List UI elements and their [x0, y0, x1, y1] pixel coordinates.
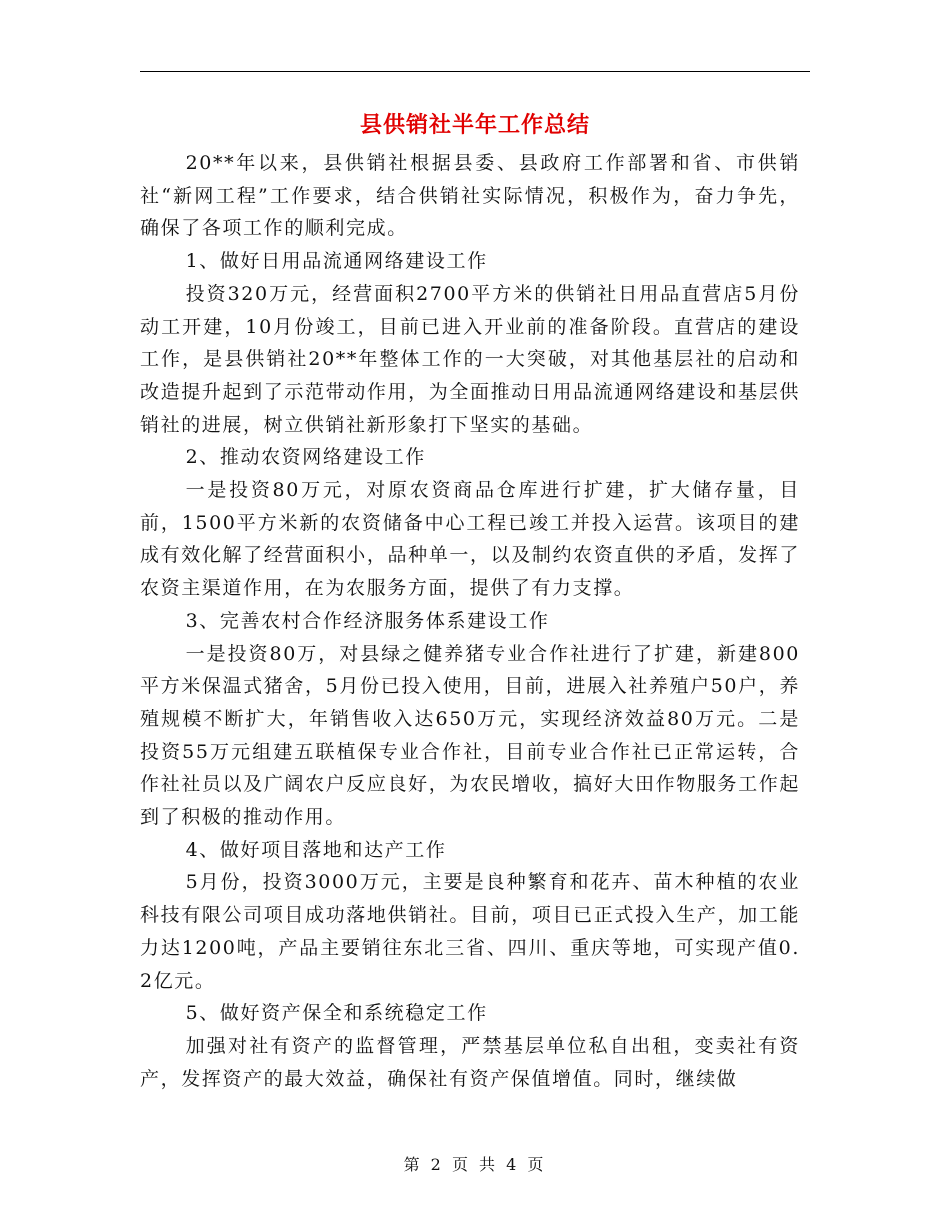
document-title: 县供销社半年工作总结 [359, 112, 590, 138]
section-heading-4: 4、做好项目落地和达产工作 [185, 838, 447, 861]
header-rule [140, 71, 810, 72]
section-heading-1: 1、做好日用品流通网络建设工作 [185, 250, 488, 273]
section-body-2: 一是投资80万元，对原农资商品仓库进行扩建，扩大储存量，目前，1500平方米新的农资储备中心工程已竣工并投入运营。该项目的建成有效化解了经营面积小，品种单一，以及制约农资直供的矛盾，发挥了农资主渠道作用，在为农服务方面，提供了有力支撑。 [140, 479, 800, 600]
intro-paragraph: 20**年以来，县供销社根据县委、县政府工作部署和省、市供销社“新网工程”工作要求，结合供销社实际情况，积极作为，奋力争先，确保了各项工作的顺利完成。 [140, 152, 800, 240]
section-body-1: 投资320万元，经营面积2700平方米的供销社日用品直营店5月份动工开建，10月份竣工，目前已进入开业前的准备阶段。直营店的建设工作，是县供销社20**年整体工作的一大突破，对其他基层社的启动和改造提升起到了示范带动作用，为全面推动日用品流通网络建设和基层供销社的进展，树立供销社新形象打下坚实的基础。 [140, 282, 800, 436]
section-body-5: 加强对社有资产的监督管理，严禁基层单位私自出租，变卖社有资产，发挥资产的最大效益，确保社有资产保值增值。同时，继续做 [140, 1034, 800, 1090]
section-heading-2: 2、推动农资网络建设工作 [185, 446, 426, 469]
section-heading-5: 5、做好资产保全和系统稳定工作 [185, 1002, 488, 1025]
section-heading-3: 3、完善农村合作经济服务体系建设工作 [185, 609, 550, 632]
section-body-4: 5月份，投资3000万元，主要是良种繁育和花卉、苗木种植的农业科技有限公司项目成功落地供销社。目前，项目已正式投入生产，加工能力达1200吨，产品主要销往东北三省、四川、重庆等地，可实现产值0.2亿元。 [140, 871, 800, 992]
section-body-3: 一是投资80万，对县绿之健养猪专业合作社进行了扩建，新建800平方米保温式猪舍，5月份已投入使用，目前，进展入社养殖户50户，养殖规模不断扩大，年销售收入达650万元，实现经济效益80万元。二是投资55万元组建五联植保专业合作社，目前专业合作社已正常运转，合作社社员以及广阔农户反应良好，为农民增收，搞好大田作物服务工作起到了积极的推动作用。 [140, 642, 800, 829]
document-body [140, 147, 800, 1095]
page-number: 第 2 页 共 4 页 [403, 1155, 547, 1174]
